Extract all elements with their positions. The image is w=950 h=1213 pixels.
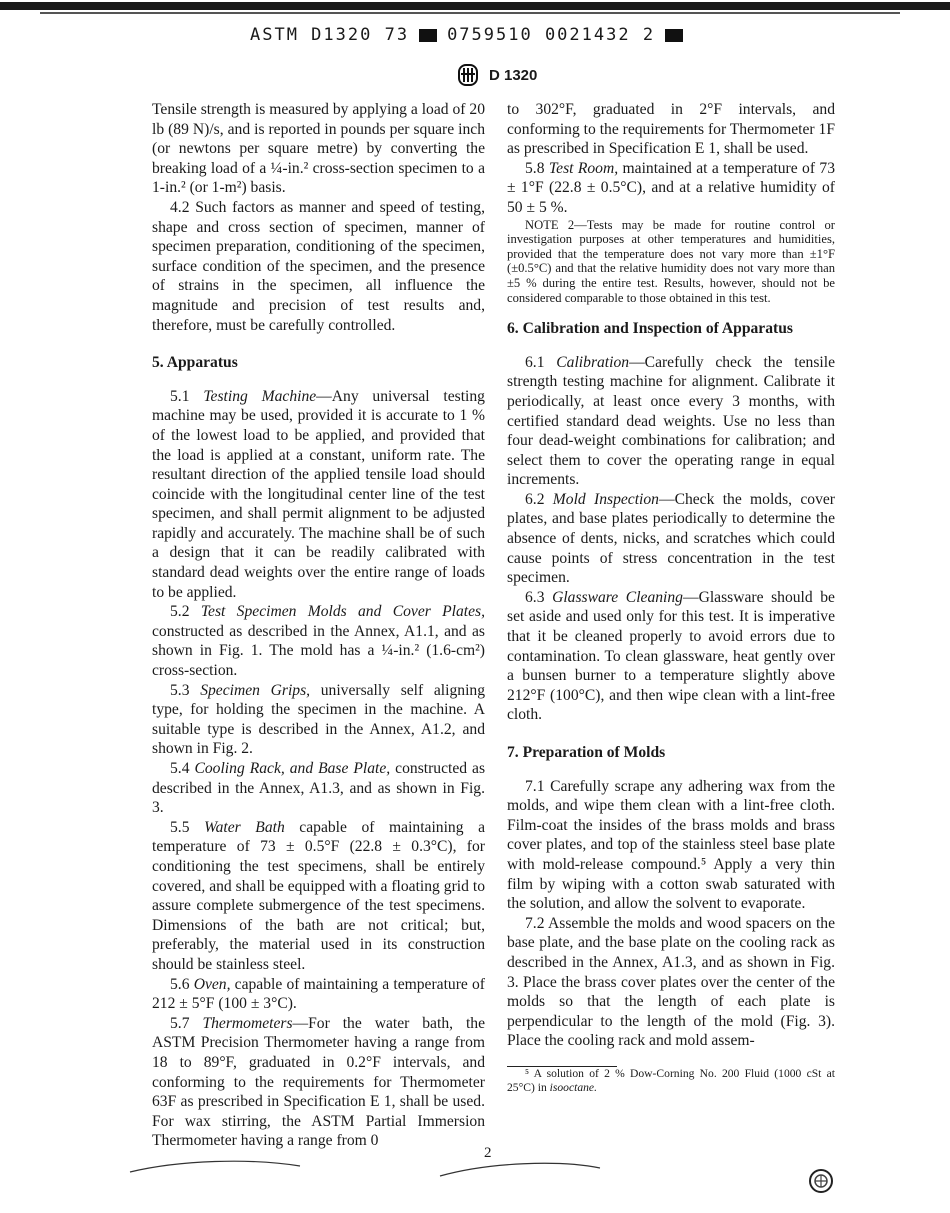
- paragraph-7-1: 7.1 Carefully scrape any adhering wax from the molds, and wipe them clean with a lint-free cloth. Film-coat the insides of the brass molds and brass cover plates, and top of the stainless steel base plate with mold-release compound.⁵ Apply a very thin film by wiping with a cotton swab saturated with the solution, and allow the solvent to evaporate.: [507, 777, 835, 913]
- paragraph-6-3: 6.3 Glassware Cleaning—Glassware should be set aside and used only for this test. It is imperative that it be cleaned properly to avoid errors due to contamination. To clean glassware, heat gently over a bunsen burner to a temperature slightly above 212°F (100°C), and then wipe clean with a lint-free cloth.: [507, 588, 835, 724]
- serial-code: 0759510 0021432 2: [447, 25, 656, 45]
- paragraph-5-5: 5.5 Water Bath capable of maintaining a temperature of 73 ± 0.5°F (22.8 ± 0.3°C), for conditioning the test specimens, shall be entirely covered, and shall be equipped with a floating grid to assure complete submergence of the test specimens. Dimensions of the bath are not critical; but, preferably, the material used in its construction should be stainless steel.: [152, 818, 485, 973]
- paragraph-5-4: 5.4 Cooling Rack, and Base Plate, constructed as described in the Annex, A1.3, and as shown in Fig. 3.: [152, 760, 486, 817]
- paragraph-5-1: 5.1 Testing Machine—Any universal testing machine may be used, provided it is accurate to 1 % of the lowest load to be applied, and provided that the load is applied at a constant, uniform rate. The resultant direction of the applied tensile load should coincide with the longitudinal center line of the test specimen, and shall permit alignment to be adjusted rapidly and accurately. The machine shall be of such a design that it can be readily calibrated with standard dead weights over the entire range of loads to be applied.: [152, 387, 485, 601]
- paragraph-5-7: 5.7 Thermometers—For the water bath, the ASTM Precision Thermometer having a range from 18 to 89°F, graduated in 0.2°F intervals, and conforming to the requirements for Thermometer 63F as prescribed in Specification E 1, shall be used. For wax stirring, the ASTM Partial Immersion Thermometer having a range from 0: [152, 1014, 485, 1150]
- designation: D 1320: [489, 66, 538, 84]
- footnote-5: ⁵ A solution of 2 % Dow-Corning No. 200 Fluid (1000 cSt at 25°C) in isooctane.: [507, 1066, 835, 1094]
- paragraph-6-2: 6.2 Mold Inspection—Check the molds, cover plates, and base plates periodically to determine the absence of dents, nicks, and scratches which could cause points of stress concentration in the test specimen.: [507, 490, 835, 587]
- paragraph-5-6: 5.6 Oven, capable of maintaining a temperature of 212 ± 5°F (100 ± 3°C).: [152, 975, 485, 1013]
- paragraph-5-7-cont: to 302°F, graduated in 2°F intervals, and conforming to the requirements for Thermometer 1F as prescribed in Specification E 1, shall be used.: [507, 101, 835, 158]
- paragraph-5-2: 5.2 Test Specimen Molds and Cover Plates, constructed as described in the Annex, A1.1, and as shown in Fig. 1. The mold has a ¼-in.² (1.6-cm²) cross-section.: [152, 603, 485, 680]
- paragraph-4-2: 4.2 Such factors as manner and speed of testing, shape and cross section of specimen, manner of specimen preparation, conditioning of the specimen, surface condition of the specimen, and the presence of strains in the specimen, all influence the magnitude and precision of test results and, therefore, must be carefully controlled.: [152, 198, 485, 334]
- paragraph-4-1-cont: Tensile strength is measured by applying a load of 20 lb (89 N)/s, and is reported in pounds per square inch (or newtons per square metre) by converting the breaking load of a ¼-in.² cross-section specimen to a 1-in.² (or 1-m²) basis.: [152, 101, 485, 197]
- astm-code: ASTM D1320 73: [250, 25, 410, 45]
- seal-stamp-icon: [808, 1168, 834, 1194]
- note-2: NOTE 2—Tests may be made for routine control or investigation purposes at other temperatures and humidities, provided that the temperature does not vary more than ±1°F (±0.5°C) and that the relative humidity does not vary more than ±5 % during the entire test. Results, however, should not be considered comparable to those obtained in this test.: [507, 217, 835, 305]
- paragraph-5-3: 5.3 Specimen Grips, universally self aligning type, for holding the specimen in the machine. A suitable type is described in the Annex, A1.2, and shown in Fig. 2.: [152, 681, 485, 758]
- section-heading-apparatus: 5. Apparatus: [152, 354, 238, 372]
- section-heading-calibration: 6. Calibration and Inspection of Apparatus: [507, 320, 793, 338]
- paragraph-7-2: 7.2 Assemble the molds and wood spacers on the base plate, and the base plate on the cooling rack as described in the Annex, A1.3, and as shown in Fig. 3. Place the brass cover plates over the center of the molds so that the length of each plate is perpendicular to the length of the mold (Fig. 3). Place the cooling rack and mold assem-: [507, 914, 835, 1050]
- section-heading-preparation-of-molds: 7. Preparation of Molds: [507, 744, 666, 761]
- page-number: 2: [484, 1145, 492, 1161]
- paragraph-6-1: 6.1 Calibration—Carefully check the tensile strength testing machine for alignment. Calibrate it periodically, at least once every 3 months, with certified standard dead weights. Use no less than four dead-weight combinations for calibration; and select them to cover the operating range in equal increments.: [507, 353, 835, 489]
- paragraph-5-8: 5.8 Test Room, maintained at a temperature of 73 ± 1°F (22.8 ± 0.5°C), and at a relative humidity of 50 ± 5 %.: [507, 159, 835, 216]
